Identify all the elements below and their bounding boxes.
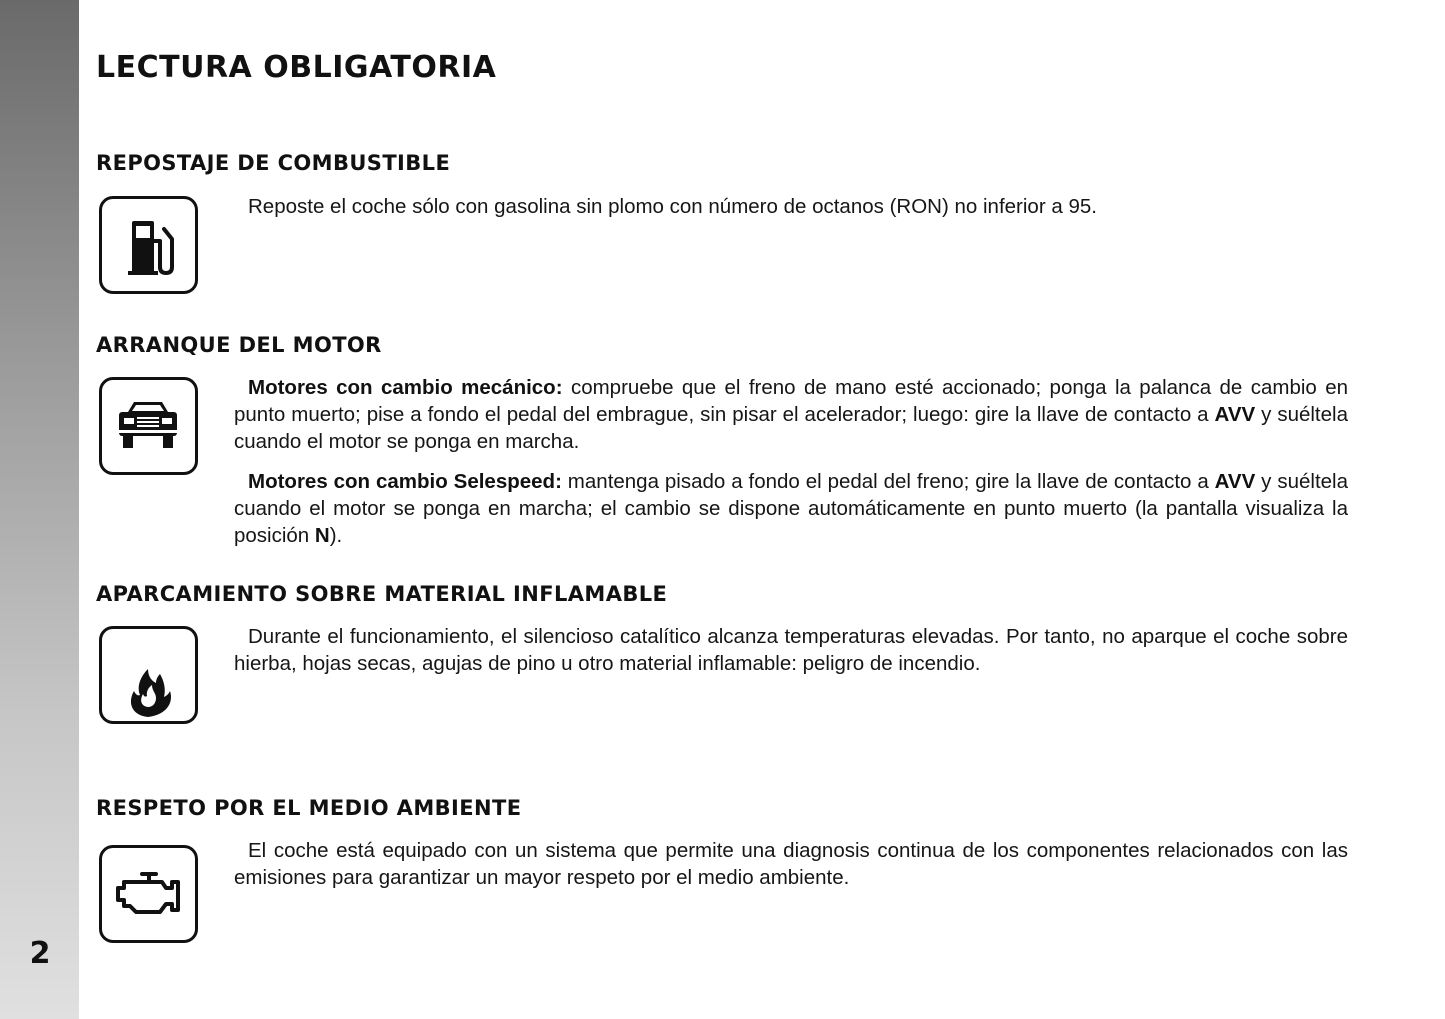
flame-icon-graphic (102, 629, 194, 720)
section-text-environment (234, 837, 1348, 891)
engine-start-paragraph-mechanical (234, 374, 1348, 455)
selespeed-neutral-position: N (314, 524, 330, 547)
parking-paragraph: Durante el funcionamiento, el silencioso catalítico alcanza temperaturas elevadas. Por tanto, no aparque el coche sobre hierba, hojas secas, agujas de pino u otro material inflamable: peligro de incendio. (234, 625, 1348, 675)
section-heading-engine-start: ARRANQUE DEL MOTOR (96, 333, 382, 357)
flame-icon (99, 626, 198, 724)
section-heading-environment: RESPETO POR EL MEDIO AMBIENTE (96, 796, 522, 820)
selespeed-key-position: AVV (1214, 470, 1256, 493)
environment-paragraph: El coche está equipado con un sistema que permite una diagnosis continua de los componentes relacionados con las emisiones para garantizar un mayor respeto por el medio ambiente. (234, 839, 1348, 889)
car-front-icon-graphic (102, 380, 194, 471)
section-text-refueling (234, 193, 1348, 220)
refueling-paragraph: Reposte el coche sólo con gasolina sin plomo con número de octanos (RON) no inferior a 95. (248, 195, 1097, 218)
page-number: 2 (29, 936, 51, 971)
selespeed-lead: Motores con cambio Selespeed: (248, 470, 562, 493)
selespeed-text-3: ). (329, 524, 343, 547)
mechanical-key-position: AVV (1214, 403, 1256, 426)
section-text-engine-start (234, 374, 1348, 562)
car-front-icon (99, 377, 198, 475)
page-title: LECTURA OBLIGATORIA (96, 50, 497, 85)
fuel-pump-icon-graphic (102, 199, 194, 290)
mechanical-text-1: compruebe que el freno de mano esté accionado; ponga la palanca de cambio en punto muerto; pise a fondo el pedal del embrague, sin pisar el acelerador; luego: gire la llave de contacto a (234, 376, 1348, 426)
engine-check-icon-graphic (102, 848, 194, 939)
selespeed-text-1: mantenga pisado a fondo el pedal del freno; gire la llave de contacto a (561, 470, 1215, 493)
selespeed-text-2: y suéltela cuando el motor se ponga en marcha; el cambio se dispone automáticamente en punto muerto (la pantalla visualiza la posición (234, 470, 1348, 547)
mechanical-lead: Motores con cambio mecánico: (248, 376, 563, 399)
mechanical-text-2: y suéltela cuando el motor se ponga en marcha. (234, 403, 1348, 453)
engine-check-icon (99, 845, 198, 943)
section-heading-refueling: REPOSTAJE DE COMBUSTIBLE (96, 151, 451, 175)
section-text-parking (234, 623, 1348, 677)
section-heading-parking: APARCAMIENTO SOBRE MATERIAL INFLAMABLE (96, 582, 668, 606)
side-bar (0, 0, 79, 1019)
fuel-pump-icon (99, 196, 198, 294)
engine-start-paragraph-selespeed (234, 468, 1348, 549)
